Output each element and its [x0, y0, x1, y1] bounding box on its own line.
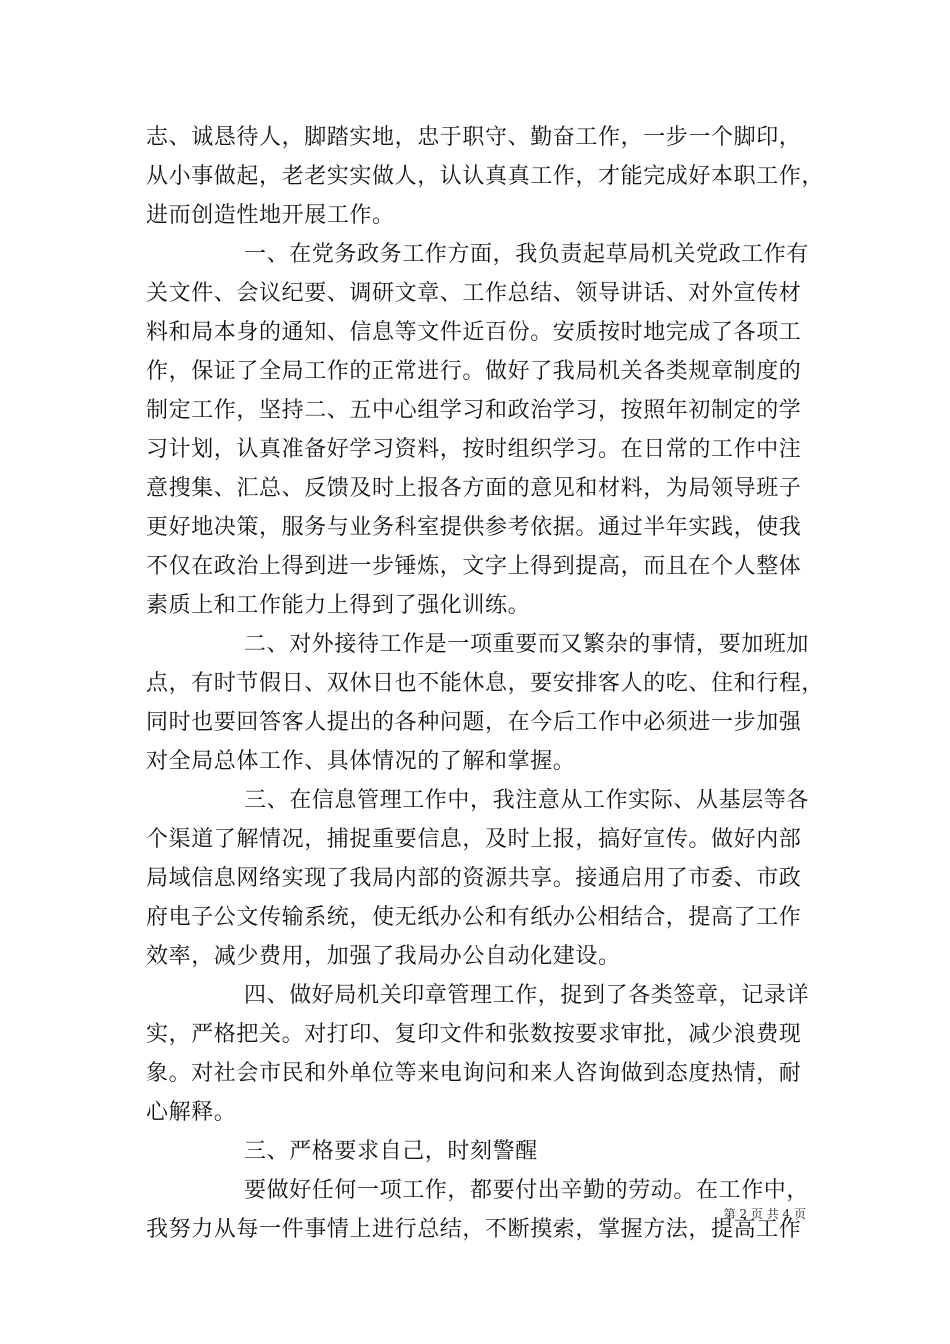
text-line: 要做好任何一项工作，都要付出辛勤的劳动。在工作中， — [244, 1178, 810, 1203]
section-heading: 三、严格要求自己，时刻警醒 — [244, 1139, 538, 1164]
text-line: 料和局本身的通知、信息等文件近百份。安质按时地完成了各项工 — [146, 320, 802, 345]
text-line: 个渠道了解情况，捕捉重要信息，及时上报，搞好宣传。做好内部 — [146, 827, 802, 852]
text-line: 素质上和工作能力上得到了强化训练。 — [146, 593, 531, 618]
text-line: 府电子公文传输系统，使无纸办公和有纸办公相结合，提高了工作 — [146, 905, 802, 930]
text-line: 制定工作，坚持二、五中心组学习和政治学习，按照年初制定的学 — [146, 398, 802, 423]
text-line: 我努力从每一件事情上进行总结，不断摸索，掌握方法，提高工作 — [146, 1217, 802, 1242]
text-line: 实，严格把关。对打印、复印文件和张数按要求审批，减少浪费现 — [146, 1022, 802, 1047]
text-line: 习计划，认真准备好学习资料，按时组织学习。在日常的工作中注 — [146, 437, 802, 462]
text-line: 不仅在政治上得到进一步锤炼，文字上得到提高，而且在个人整体 — [146, 554, 802, 579]
page-number-footer: 第 2 页 共 4 页 — [723, 1207, 806, 1221]
text-line: 心解释。 — [146, 1100, 237, 1125]
text-line: 关文件、会议纪要、调研文章、工作总结、领导讲话、对外宣传材 — [146, 281, 802, 306]
text-line: 局域信息网络实现了我局内部的资源共享。接通启用了市委、市政 — [146, 866, 802, 891]
text-line: 同时也要回答客人提出的各种问题，在今后工作中必须进一步加强 — [146, 710, 802, 735]
text-line: 从小事做起，老老实实做人，认认真真工作，才能完成好本职工作， — [146, 164, 825, 189]
text-line: 志、诚恳待人，脚踏实地，忠于职守、勤奋工作，一步一个脚印， — [146, 125, 802, 150]
text-line: 象。对社会市民和外单位等来电询问和来人咨询做到态度热情，耐 — [146, 1061, 802, 1086]
text-line: 意搜集、汇总、反馈及时上报各方面的意见和材料，为局领导班子 — [146, 476, 802, 501]
text-line: 更好地决策，服务与业务科室提供参考依据。通过半年实践，使我 — [146, 515, 802, 540]
paragraph-heading-1: 一、在党务政务工作方面，我负责起草局机关党政工作有 — [244, 242, 810, 267]
text-line: 作，保证了全局工作的正常进行。做好了我局机关各类规章制度的 — [146, 359, 802, 384]
text-line: 对全局总体工作、具体情况的了解和掌握。 — [146, 749, 576, 774]
text-line: 点，有时节假日、双休日也不能休息，要安排客人的吃、住和行程， — [146, 671, 825, 696]
paragraph-heading-3: 三、在信息管理工作中，我注意从工作实际、从基层等各 — [244, 788, 810, 813]
paragraph-heading-4: 四、做好局机关印章管理工作，捉到了各类签章，记录详 — [244, 983, 810, 1008]
text-line: 效率，减少费用，加强了我局办公自动化建设。 — [146, 944, 621, 969]
text-line: 进而创造性地开展工作。 — [146, 203, 395, 228]
paragraph-heading-2: 二、对外接待工作是一项重要而又繁杂的事情，要加班加 — [244, 632, 810, 657]
